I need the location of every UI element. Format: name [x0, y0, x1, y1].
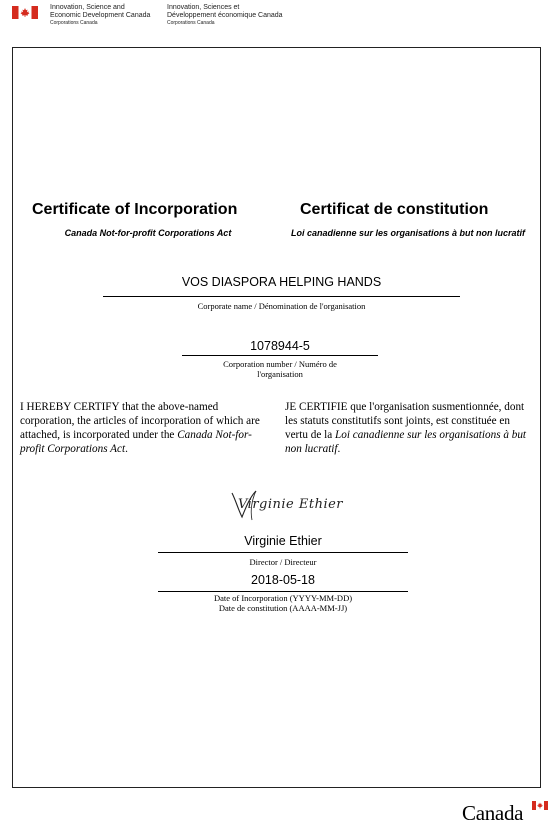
director-name-rule	[158, 552, 408, 553]
incorporation-date: 2018-05-18	[251, 573, 315, 587]
corporation-number-caption	[182, 359, 378, 379]
act-english: Canada Not-for-profit Corporations Act	[64, 228, 232, 238]
date-caption-en: Date of Incorporation (YYYY-MM-DD)	[213, 593, 353, 603]
certify-english-text: I HEREBY CERTIFY that the above-named corporation, the articles of incorporation of which are attached, is incorporated under the	[20, 401, 260, 441]
incorporation-date-rule	[158, 591, 408, 592]
header-en-line1: Innovation, Science and	[50, 4, 125, 11]
canada-flag-icon	[12, 6, 38, 19]
corporate-name-caption: Corporate name / Dénomination de l'organisation	[197, 301, 366, 311]
header-fr-line1: Innovation, Sciences et	[167, 4, 240, 11]
certify-french-end: .	[337, 443, 341, 455]
corporation-number-rule	[182, 355, 378, 356]
header-french	[167, 4, 283, 26]
certify-french-act: Loi canadienne sur les organisations à but non lucratif	[285, 429, 527, 455]
wordmark-flag-icon	[532, 801, 548, 810]
title-english: Certificate of Incorporation	[32, 201, 238, 218]
certify-english-end: .	[125, 443, 128, 455]
corporate-name-rule	[103, 296, 460, 297]
director-signature	[226, 487, 346, 527]
act-french: Loi canadienne sur les organisations à but non lucratif	[290, 228, 526, 238]
canada-wordmark	[462, 801, 552, 829]
header-fr-line3: Corporations Canada	[167, 20, 215, 26]
title-french: Certificat de constitution	[300, 201, 489, 218]
date-caption	[158, 593, 408, 613]
government-header	[12, 4, 312, 30]
canada-wordmark-text: Canada	[462, 801, 524, 825]
certify-french	[285, 400, 535, 456]
corporate-name: VOS DIASPORA HELPING HANDS	[181, 275, 382, 289]
corporation-number: 1078944-5	[250, 339, 310, 353]
signature-script: Virginie Ethier	[238, 497, 344, 512]
header-fr-line2: Développement économique Canada	[167, 12, 283, 19]
date-caption-fr: Date de constitution (AAAA-MM-JJ)	[218, 603, 348, 613]
header-en-line3: Corporations Canada	[50, 20, 98, 26]
corporation-number-caption-line1: Corporation number / Numéro de	[223, 359, 337, 369]
certify-english-act: Canada Not-for-profit Corporations Act	[20, 429, 252, 455]
director-caption: Director / Directeur	[249, 557, 317, 567]
certify-english	[20, 400, 268, 456]
header-english	[50, 4, 150, 26]
header-en-line2: Economic Development Canada	[50, 12, 151, 19]
director-name: Virginie Ethier	[244, 534, 322, 548]
certify-french-text: JE CERTIFIE que l'organisation susmentionnée, dont les statuts constitutifs sont joints, est constituée en vertu de la	[285, 401, 525, 441]
corporation-number-caption-line2: l'organisation	[257, 369, 303, 379]
